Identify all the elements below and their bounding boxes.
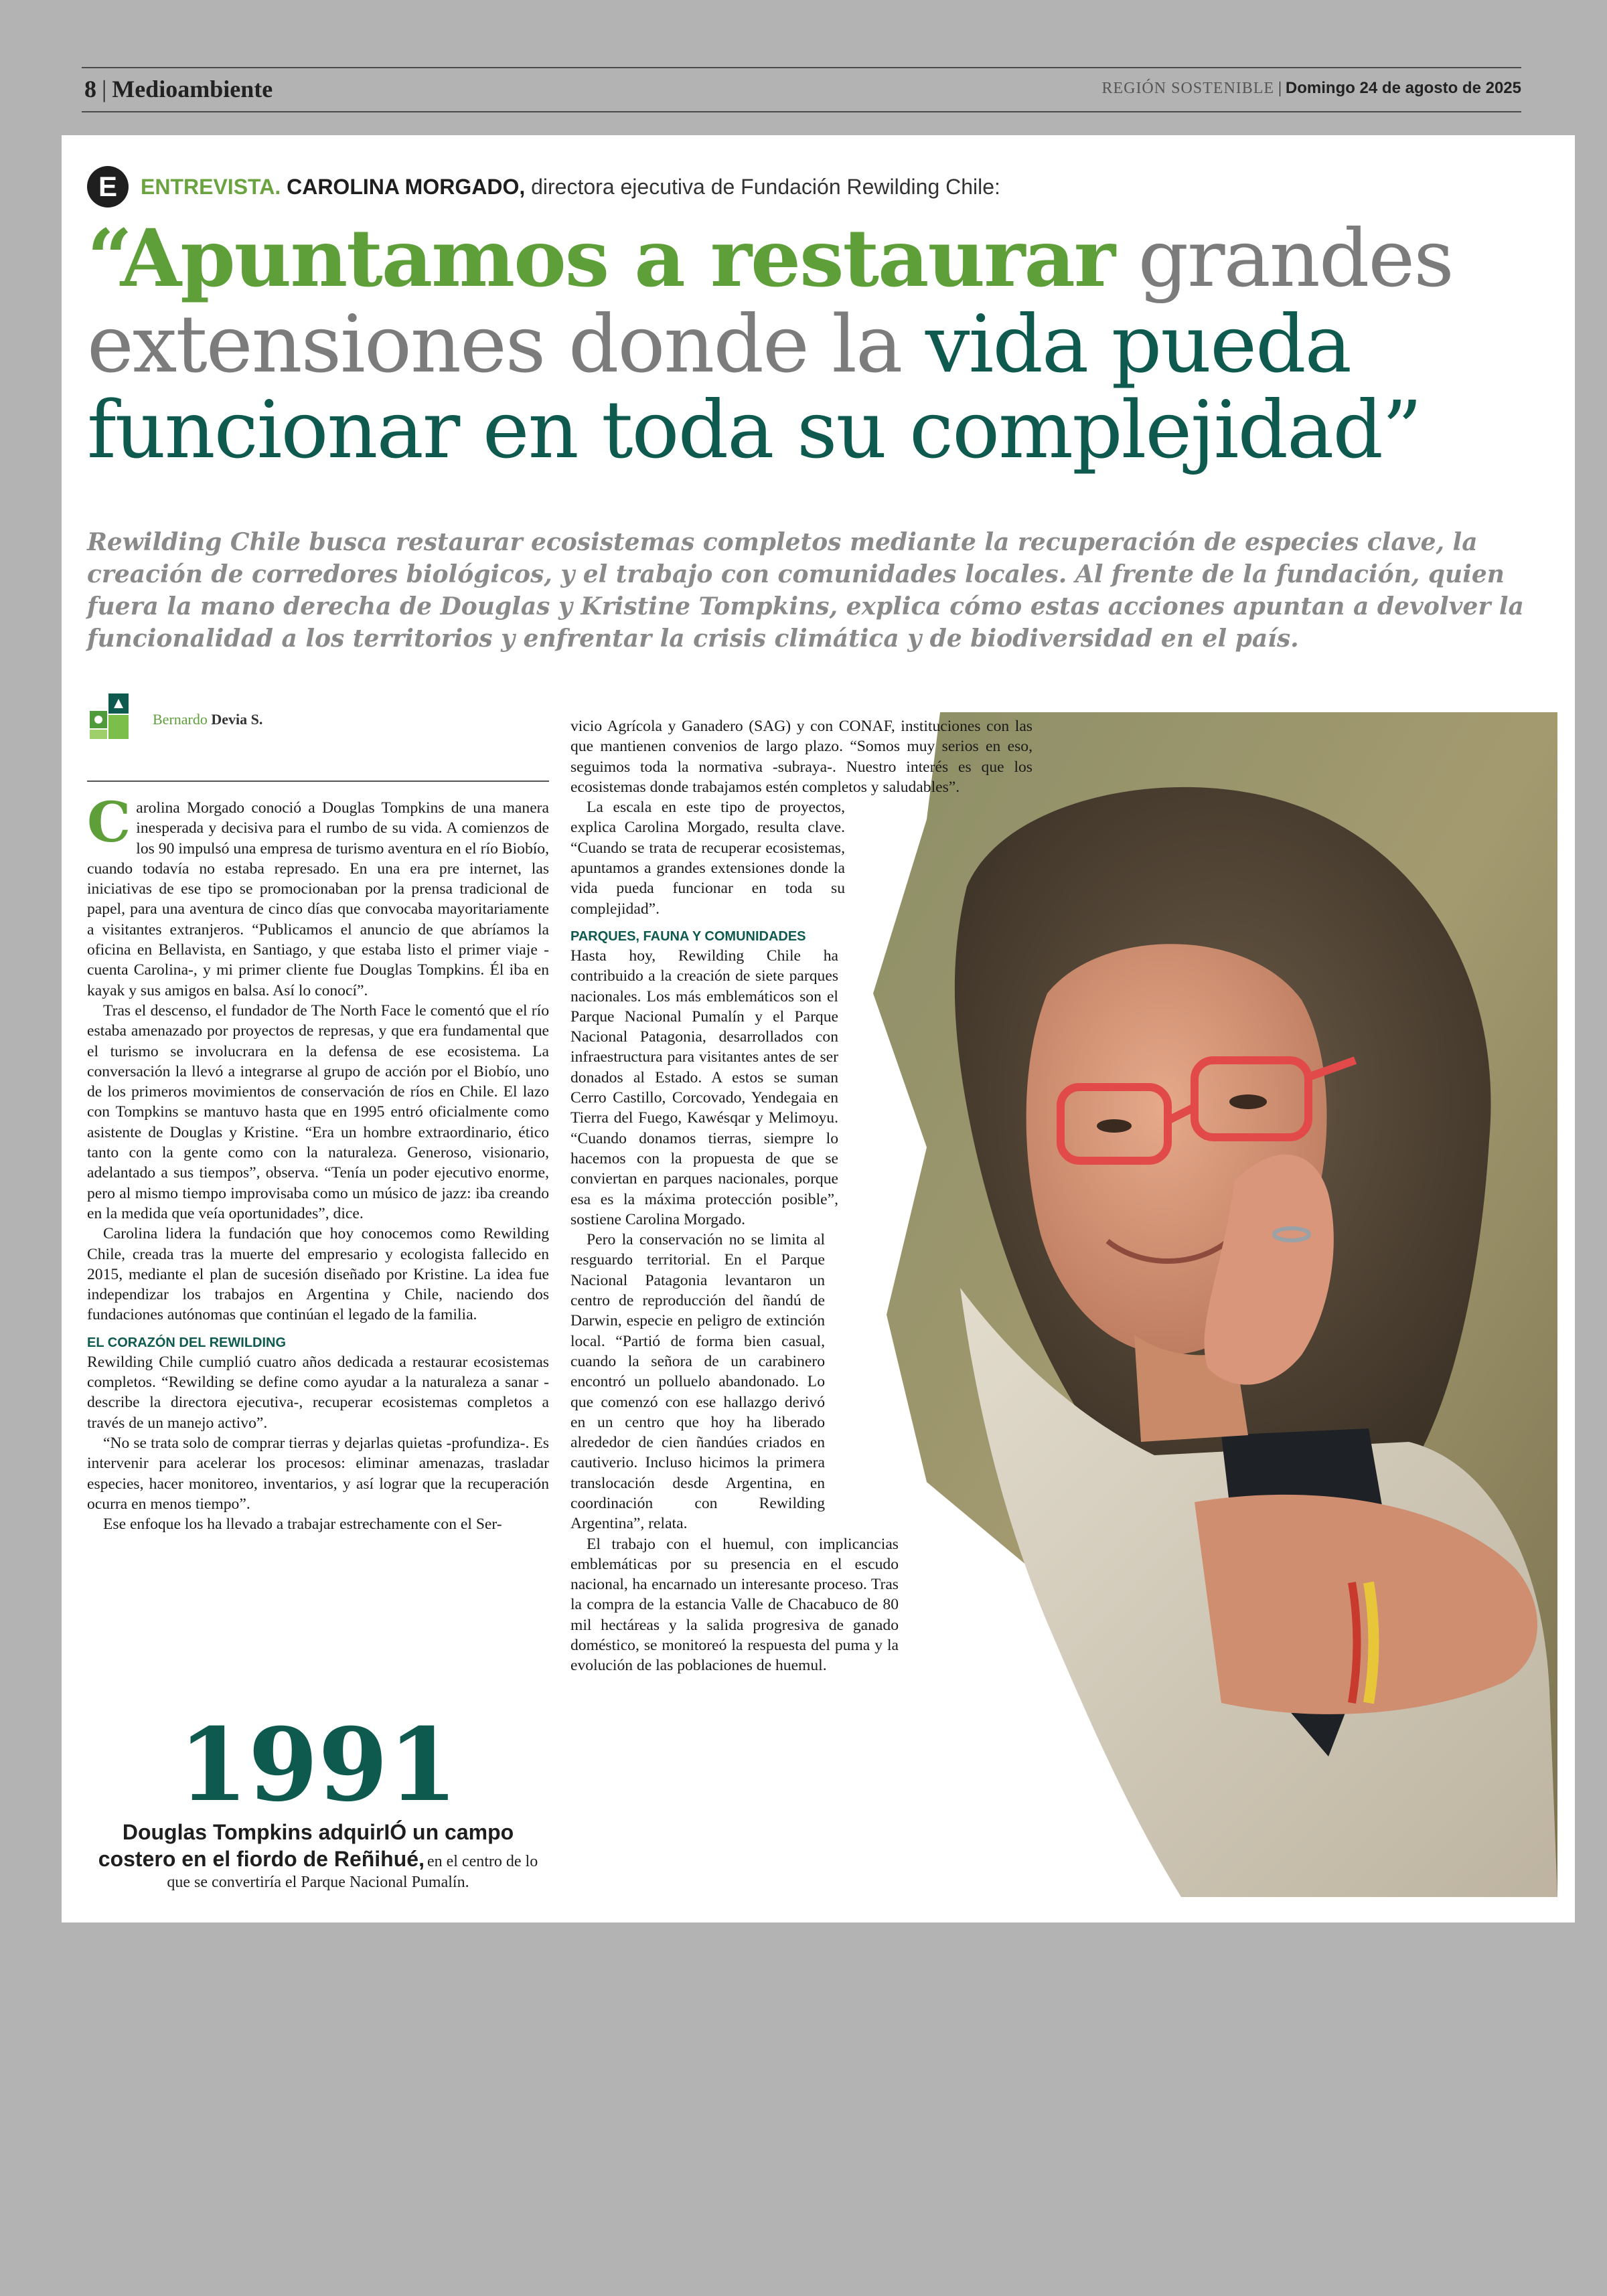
page-number: 8 (84, 76, 96, 102)
deck-summary: Rewilding Chile busca restaurar ecosistemas completos mediante la recuperación de especies clave, la creación de corredores biológicos, y el trabajo con comunidades locales. Al frente de la fundación, quien fuera la mano derecha de Douglas y Kristine Tompkins, explica cómo estas acciones apuntan a devolver la funcionalidad a los territorios y enfrentar la crisis climática y de biodiversidad en el país. (87, 528, 1524, 653)
page-header (82, 70, 1521, 110)
paragraph-4: Rewilding Chile cumplió cuatro años dedicada a restaurar ecosistemas completos. “Rewilding se define como ayudar a la naturaleza a sanar -describe la directora ejecutiva-, recuperar ecosistemas completos a través de un manejo activo”. (87, 1353, 549, 1432)
author-last-name: Devia S. (211, 711, 263, 728)
byline-author (153, 711, 262, 728)
headline (87, 212, 1527, 476)
paragraph-5: “No se trata solo de comprar tierras y dejarlas quietas -profundiza-. Es intervenir para acelerar los procesos: eliminar amenazas, trasladar especies, hacer monitoreo, inventarios, y así lograr que la recuperación ocurra en menos tiempo”. (87, 1434, 549, 1513)
c2-paragraph-5: El trabajo con el huemul, con implicancias emblemáticas por su presencia en el escudo nacional, ha encarnado un interesante proceso. Tras la compra de la estancia Valle de Chacabuco de 80 mil hectáreas y la salida progresiva de ganado doméstico, se monitoreó la respuesta del puma y la evolución de las poblaciones de huemul. (570, 1535, 899, 1675)
article-page (62, 135, 1575, 1922)
headline-part-2: grandes extensiones donde la (87, 212, 1453, 390)
publication-name: REGIÓN SOSTENIBLE (1101, 80, 1275, 97)
article-column-1 (87, 791, 549, 1534)
fact-rest-text: en el centro de lo que se convertiría el Parque Nacional Pumalín. (167, 1853, 538, 1891)
headline-part-3: vida pueda funcionar en toda su complejidad” (87, 298, 1422, 476)
fact-year: 1991 (178, 1706, 458, 1824)
paragraph-6: Ese enfoque los ha llevado a trabajar estrechamente con el Ser- (103, 1515, 502, 1534)
fact-box (87, 1819, 549, 1892)
kicker (87, 163, 1000, 210)
c2-paragraph-4: Pero la conservación no se limita al resguardo territorial. En el Parque Nacional Patagonia levantaron un centro de reproducción del ñandú de Darwin, especie en peligro de extinción local. “Partió de forma bien casual, cuando la señora de un carabinero encontró un polluelo abandonado. Lo que comenzó con ese hallazgo derivó en un centro que hoy ha liberado alrededor de cien ñandúes criados en cautiverio. Incluso hicimos la primera translocación desde Argentina, en coordinación con Rewilding Argentina”, relata. (570, 1231, 825, 1533)
c2-paragraph-3: Hasta hoy, Rewilding Chile ha contribuido a la creación de siete parques nacionales. Los más emblemáticos son el Parque Nacional Pumalín y el Parque Nacional Patagonia, desarrollados con infraestructura para visitantes antes de ser donados al Estado. A estos se suman Cerro Castillo, Corcovado, Yendegaia en Tierra del Fuego, Kawésqar y Melimoyu. “Cuando donamos tierras, siempre lo hacemos con la propuesta de que se conviertan en parques nacionales, porque esa es la máxima protección posible”, sostiene Carolina Morgado. (570, 947, 838, 1228)
byline-rule (87, 781, 549, 782)
region-sostenible-logo-icon (87, 691, 142, 746)
kicker-role: directora ejecutiva de Fundación Rewilding Chile: (531, 174, 1000, 199)
c2-paragraph-1: vicio Agrícola y Ganadero (SAG) y con CONAF, instituciones con las que mantienen convenios de largo plazo. “Somos muy serios en eso, seguimos toda la normativa -subraya-. Nuestro interés es que los ecosistemas donde trabajamos estén completos y saludables”. (570, 718, 1032, 796)
article-column-2 (570, 716, 1032, 1676)
kicker-name: CAROLINA MORGADO, (287, 174, 526, 199)
paragraph-3: Carolina lidera la fundación que hoy conocemos como Rewilding Chile, creada tras la muerte del empresario y ecologista fallecido en 2015, mediante el plan de sucesión diseñado por Kristine. La idea fue independizar los trabajos en Argentina y Chile, naciendo dos fundaciones autónomas que continúan el legado de la familia. (87, 1225, 549, 1324)
paragraph-1 (87, 791, 549, 1001)
subhead-corazon: EL CORAZÓN DEL REWILDING (87, 1335, 287, 1350)
header-rule-bottom (82, 111, 1521, 112)
section-label: 8 | Medioambiente (84, 76, 273, 102)
section-name: Medioambiente (112, 76, 273, 102)
subhead-parques: PARQUES, FAUNA Y COMUNIDADES (570, 928, 806, 944)
byline (87, 691, 549, 746)
kicker-text (141, 175, 1000, 199)
headline-part-1: “Apuntamos a restaurar (87, 212, 1115, 305)
entrevista-badge-icon: E (87, 166, 129, 208)
publication-date: REGIÓN SOSTENIBLE | Domingo 24 de agosto de 2025 (1101, 79, 1521, 97)
c2-paragraph-2: La escala en este tipo de proyectos, explica Carolina Morgado, resulta clave. “Cuando se trata de recuperar ecosistemas, apuntamos a grandes extensiones donde la vida pueda funcionar en toda su complejidad”. (570, 799, 845, 918)
fact-strong-text: Douglas Tompkins adquirIÓ un campo costero en el fiordo de Reñihué, (98, 1820, 514, 1871)
header-rule-top (82, 67, 1521, 68)
author-first-name: Bernardo (153, 711, 208, 728)
kicker-label: ENTREVISTA. (141, 174, 281, 199)
drop-cap: C (87, 791, 131, 855)
paragraph-1-text: arolina Morgado conoció a Douglas Tompkins de una manera inesperada y decisiva para el rumbo de su vida. A comienzos de los 90 impulsó una empresa de turismo aventura en el río Biobío, cuando todavía no estaba represado. En una era pre internet, las iniciativas de ese tipo se promocionaban por la prensa tradicional de papel, para una aventura de cinco días que convocaba mayoritariamente a visitantes extranjeros. “Publicamos el anuncio de que abríamos la oficina en Bellavista, en Santiago, y que estaba listo el primer viaje -cuenta Carolina-, y mi primer cliente fue Douglas Tompkins. Él iba en kayak y sus amigos en balsa. Así lo conocí”. (87, 799, 549, 999)
paragraph-2: Tras el descenso, el fundador de The North Face le comentó que el río estaba amenazado por proyectos de represas, y que era fundamental que el turismo se involucrara en la defensa de ese ecosistema. La conversación la llevó a integrarse al grupo de acción por el Biobío, uno de los primeros movimientos de conservación de ríos en Chile. El lazo con Tompkins se mantuvo hasta que en 1995 entró oficialmente como asistente de Douglas y Kristine. “Era un hombre extraordinario, ético tanto con la gente como con la naturaleza. Generoso, visionario, adelantado a sus tiempos”, observa. “Tenía un poder ejecutivo enorme, pero al mismo tiempo improvisaba como un músico de jazz: iba creando en la medida que veía oportunidades”, dice. (87, 1001, 549, 1222)
issue-date: Domingo 24 de agosto de 2025 (1285, 79, 1521, 97)
